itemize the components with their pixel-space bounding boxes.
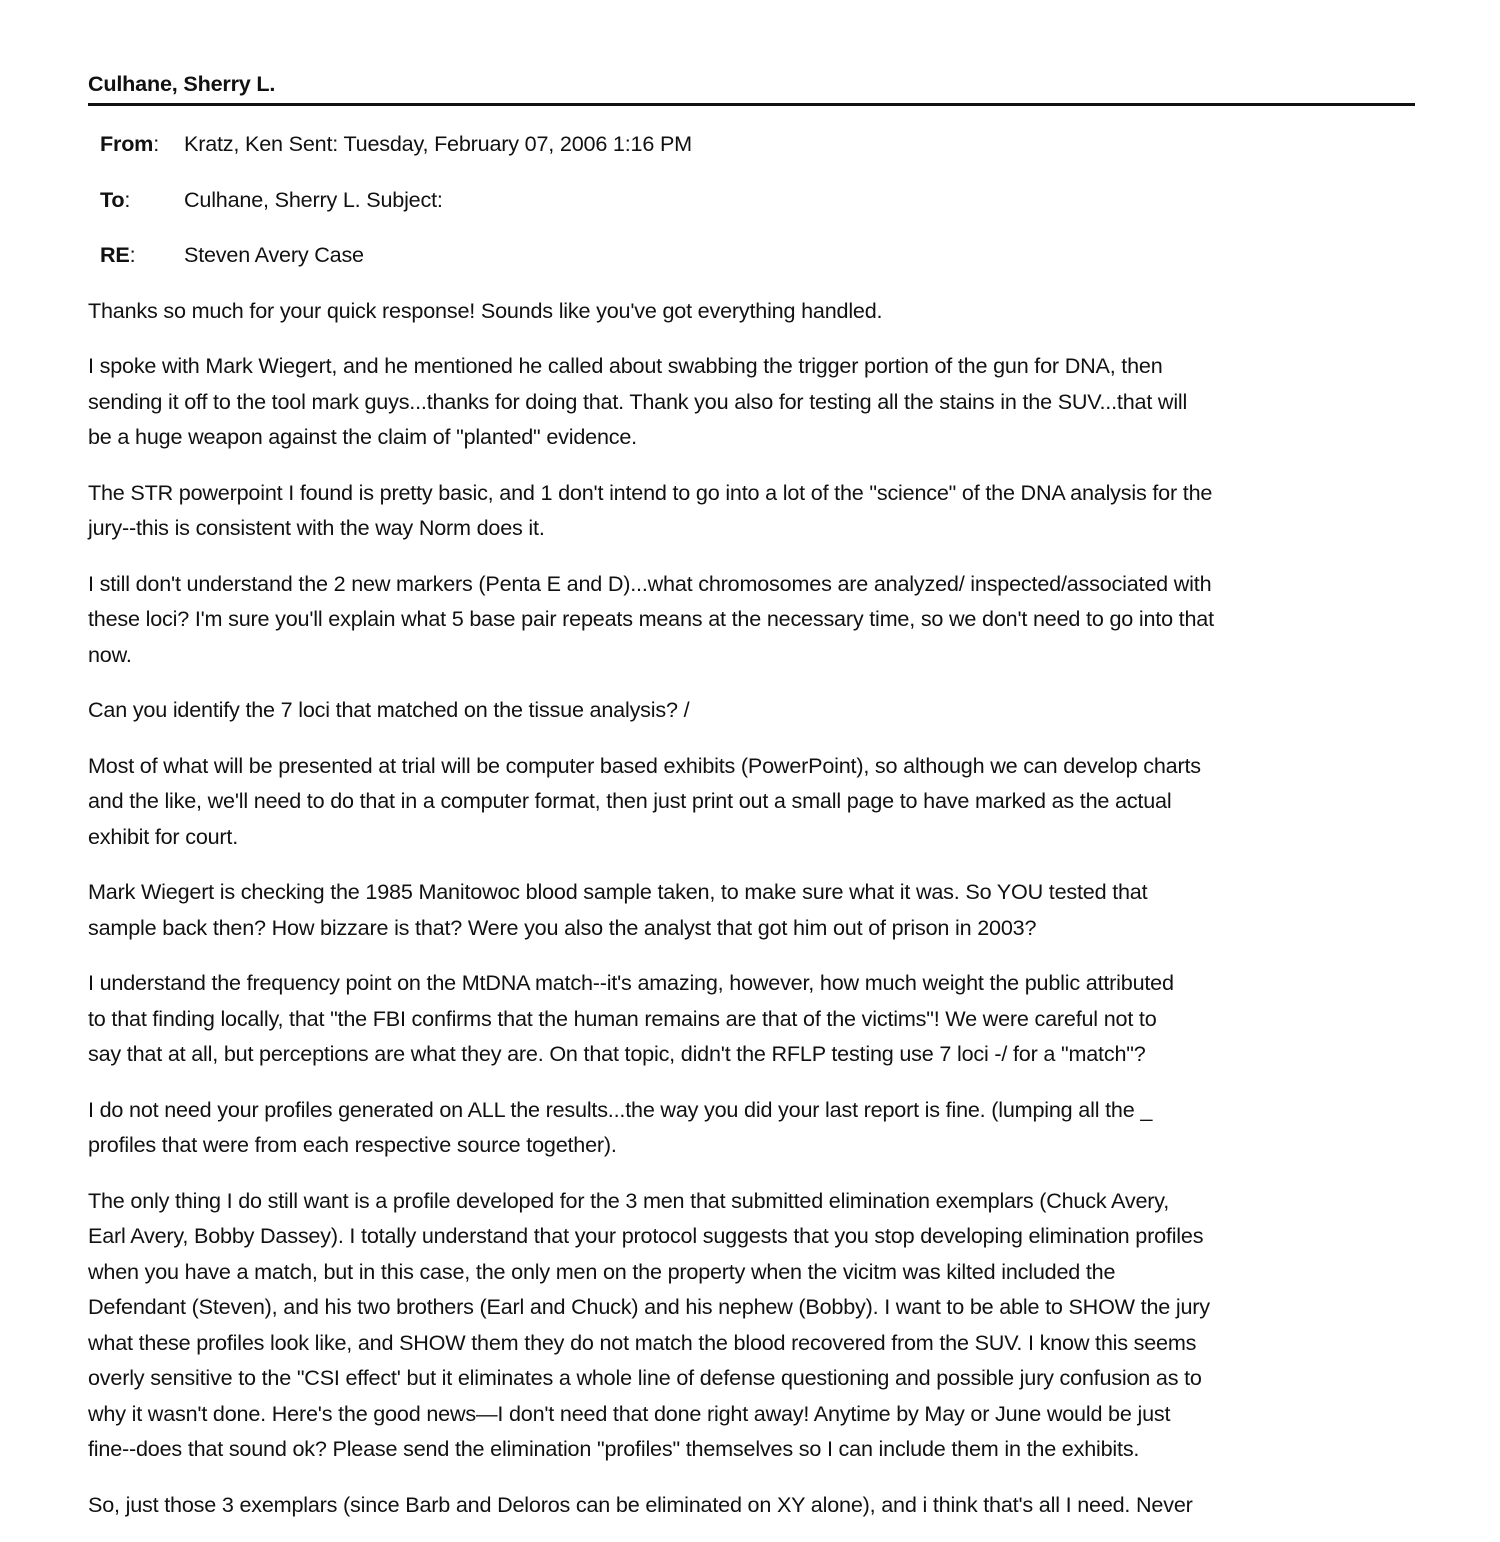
email-headers (88, 126, 1415, 273)
header-row-re (88, 237, 1415, 273)
paragraph (88, 566, 1415, 673)
paragraph (88, 965, 1415, 1072)
header-label-text: From (100, 131, 154, 156)
paragraph (88, 475, 1415, 546)
text-line: be a huge weapon against the claim of "planted" evidence. (88, 424, 637, 449)
paragraph (88, 748, 1415, 855)
text-line: and the like, we'll need to do that in a computer format, then just print out a small page to have marked as the actual (88, 788, 1172, 813)
text-line: jury--this is consistent with the way Norm does it. (88, 515, 545, 540)
text-line: The only thing I do still want is a profile developed for the 3 men that submitted elimination exemplars (Chuck Avery, (88, 1187, 1170, 1213)
text-line: sending it off to the tool mark guys...thanks for doing that. Thank you also for testing all the stains in the SUV...that will (88, 388, 1188, 414)
paragraph (88, 1487, 1415, 1523)
text-line: Earl Avery, Bobby Dassey). I totally understand that your protocol suggests that you stop developing elimination profiles (88, 1223, 1204, 1248)
header-value: Culhane, Sherry L. Subject: (184, 186, 443, 212)
header-value: Kratz, Ken Sent: Tuesday, February 07, 2006 1:16 PM (184, 131, 692, 156)
paragraph (88, 1092, 1415, 1163)
email-body (88, 293, 1415, 1523)
text-line: these loci? I'm sure you'll explain what 5 base pair repeats means at the necessary time, so we don't need to go into that (88, 606, 1214, 631)
header-label-text: To (100, 186, 125, 212)
email-document (88, 66, 1415, 1542)
paragraph (88, 1183, 1415, 1467)
header-label: To: (100, 186, 131, 212)
header-label-text: RE (100, 242, 130, 267)
text-line: exhibit for court. (88, 823, 239, 849)
text-line: fine--does that sound ok? Please send the elimination "profiles" themselves so I can include them in the exhibits. (88, 1436, 1140, 1461)
text-line: The STR powerpoint I found is pretty basic, and 1 don't intend to go into a lot of the "science" of the DNA analysis for the (88, 479, 1213, 505)
header-row-from (88, 126, 1415, 162)
header-value: Steven Avery Case (184, 242, 364, 267)
header-label: RE: (100, 242, 136, 267)
text-line: So, just those 3 exemplars (since Barb and Deloros can be eliminated on XY alone), and i think that's all I need. Never (88, 1491, 1193, 1517)
text-line: sample back then? How bizzare is that? Were you also the analyst that got him out of prison in 2003? (88, 914, 1037, 940)
paragraph (88, 692, 1415, 728)
text-line: I do not need your profiles generated on ALL the results...the way you did your last report is fine. (lumping all the _ (88, 1096, 1153, 1122)
text-line: Can you identify the 7 loci that matched on the tissue analysis? / (88, 697, 690, 722)
document-title: Culhane, Sherry L. (88, 71, 276, 96)
header-label: From: (100, 131, 159, 156)
text-line: I spoke with Mark Wiegert, and he mentioned he called about swabbing the trigger portion of the gun for DNA, then (88, 353, 1163, 378)
text-line: what these profiles look like, and SHOW them they do not match the blood recovered from the SUV. I know this seems (88, 1329, 1197, 1355)
text-line: why it wasn't done. Here's the good news—I don't need that done right away! Anytime by May or June would be just (88, 1400, 1171, 1426)
text-line: profiles that were from each respective source together). (88, 1132, 617, 1157)
text-line: Thanks so much for your quick response! Sounds like you've got everything handled. (88, 297, 883, 323)
paragraph (88, 293, 1415, 329)
text-line: Mark Wiegert is checking the 1985 Manitowoc blood sample taken, to make sure what it was. So YOU tested that (88, 879, 1148, 904)
text-line: I still don't understand the 2 new markers (Penta E and D)...what chromosomes are analyzed/ inspected/associated with (88, 570, 1212, 596)
text-line: I understand the frequency point on the MtDNA match--it's amazing, however, how much weight the public attributed (88, 970, 1174, 995)
text-line: now. (88, 641, 132, 667)
text-line: Most of what will be presented at trial will be computer based exhibits (PowerPoint), so although we can develop charts (88, 752, 1201, 778)
text-line: when you have a match, but in this case, the only men on the property when the vicitm was kilted included the (88, 1258, 1116, 1284)
text-line: to that finding locally, that "the FBI confirms that the human remains are that of the victims"! We were careful not to (88, 1005, 1157, 1031)
text-line: Defendant (Steven), and his two brothers (Earl and Chuck) and his nephew (Bobby). I want to be able to SHOW the jury (88, 1294, 1210, 1319)
paragraph (88, 348, 1415, 455)
text-line: say that at all, but perceptions are what they are. On that topic, didn't the RFLP testing use 7 loci -/ for a "match"? (88, 1041, 1146, 1066)
header-row-to (88, 182, 1415, 218)
paragraph (88, 874, 1415, 945)
text-line: overly sensitive to the "CSI effect' but it eliminates a whole line of defense questioning and possible jury confusion as to (88, 1365, 1202, 1390)
title-divider (88, 103, 1415, 106)
